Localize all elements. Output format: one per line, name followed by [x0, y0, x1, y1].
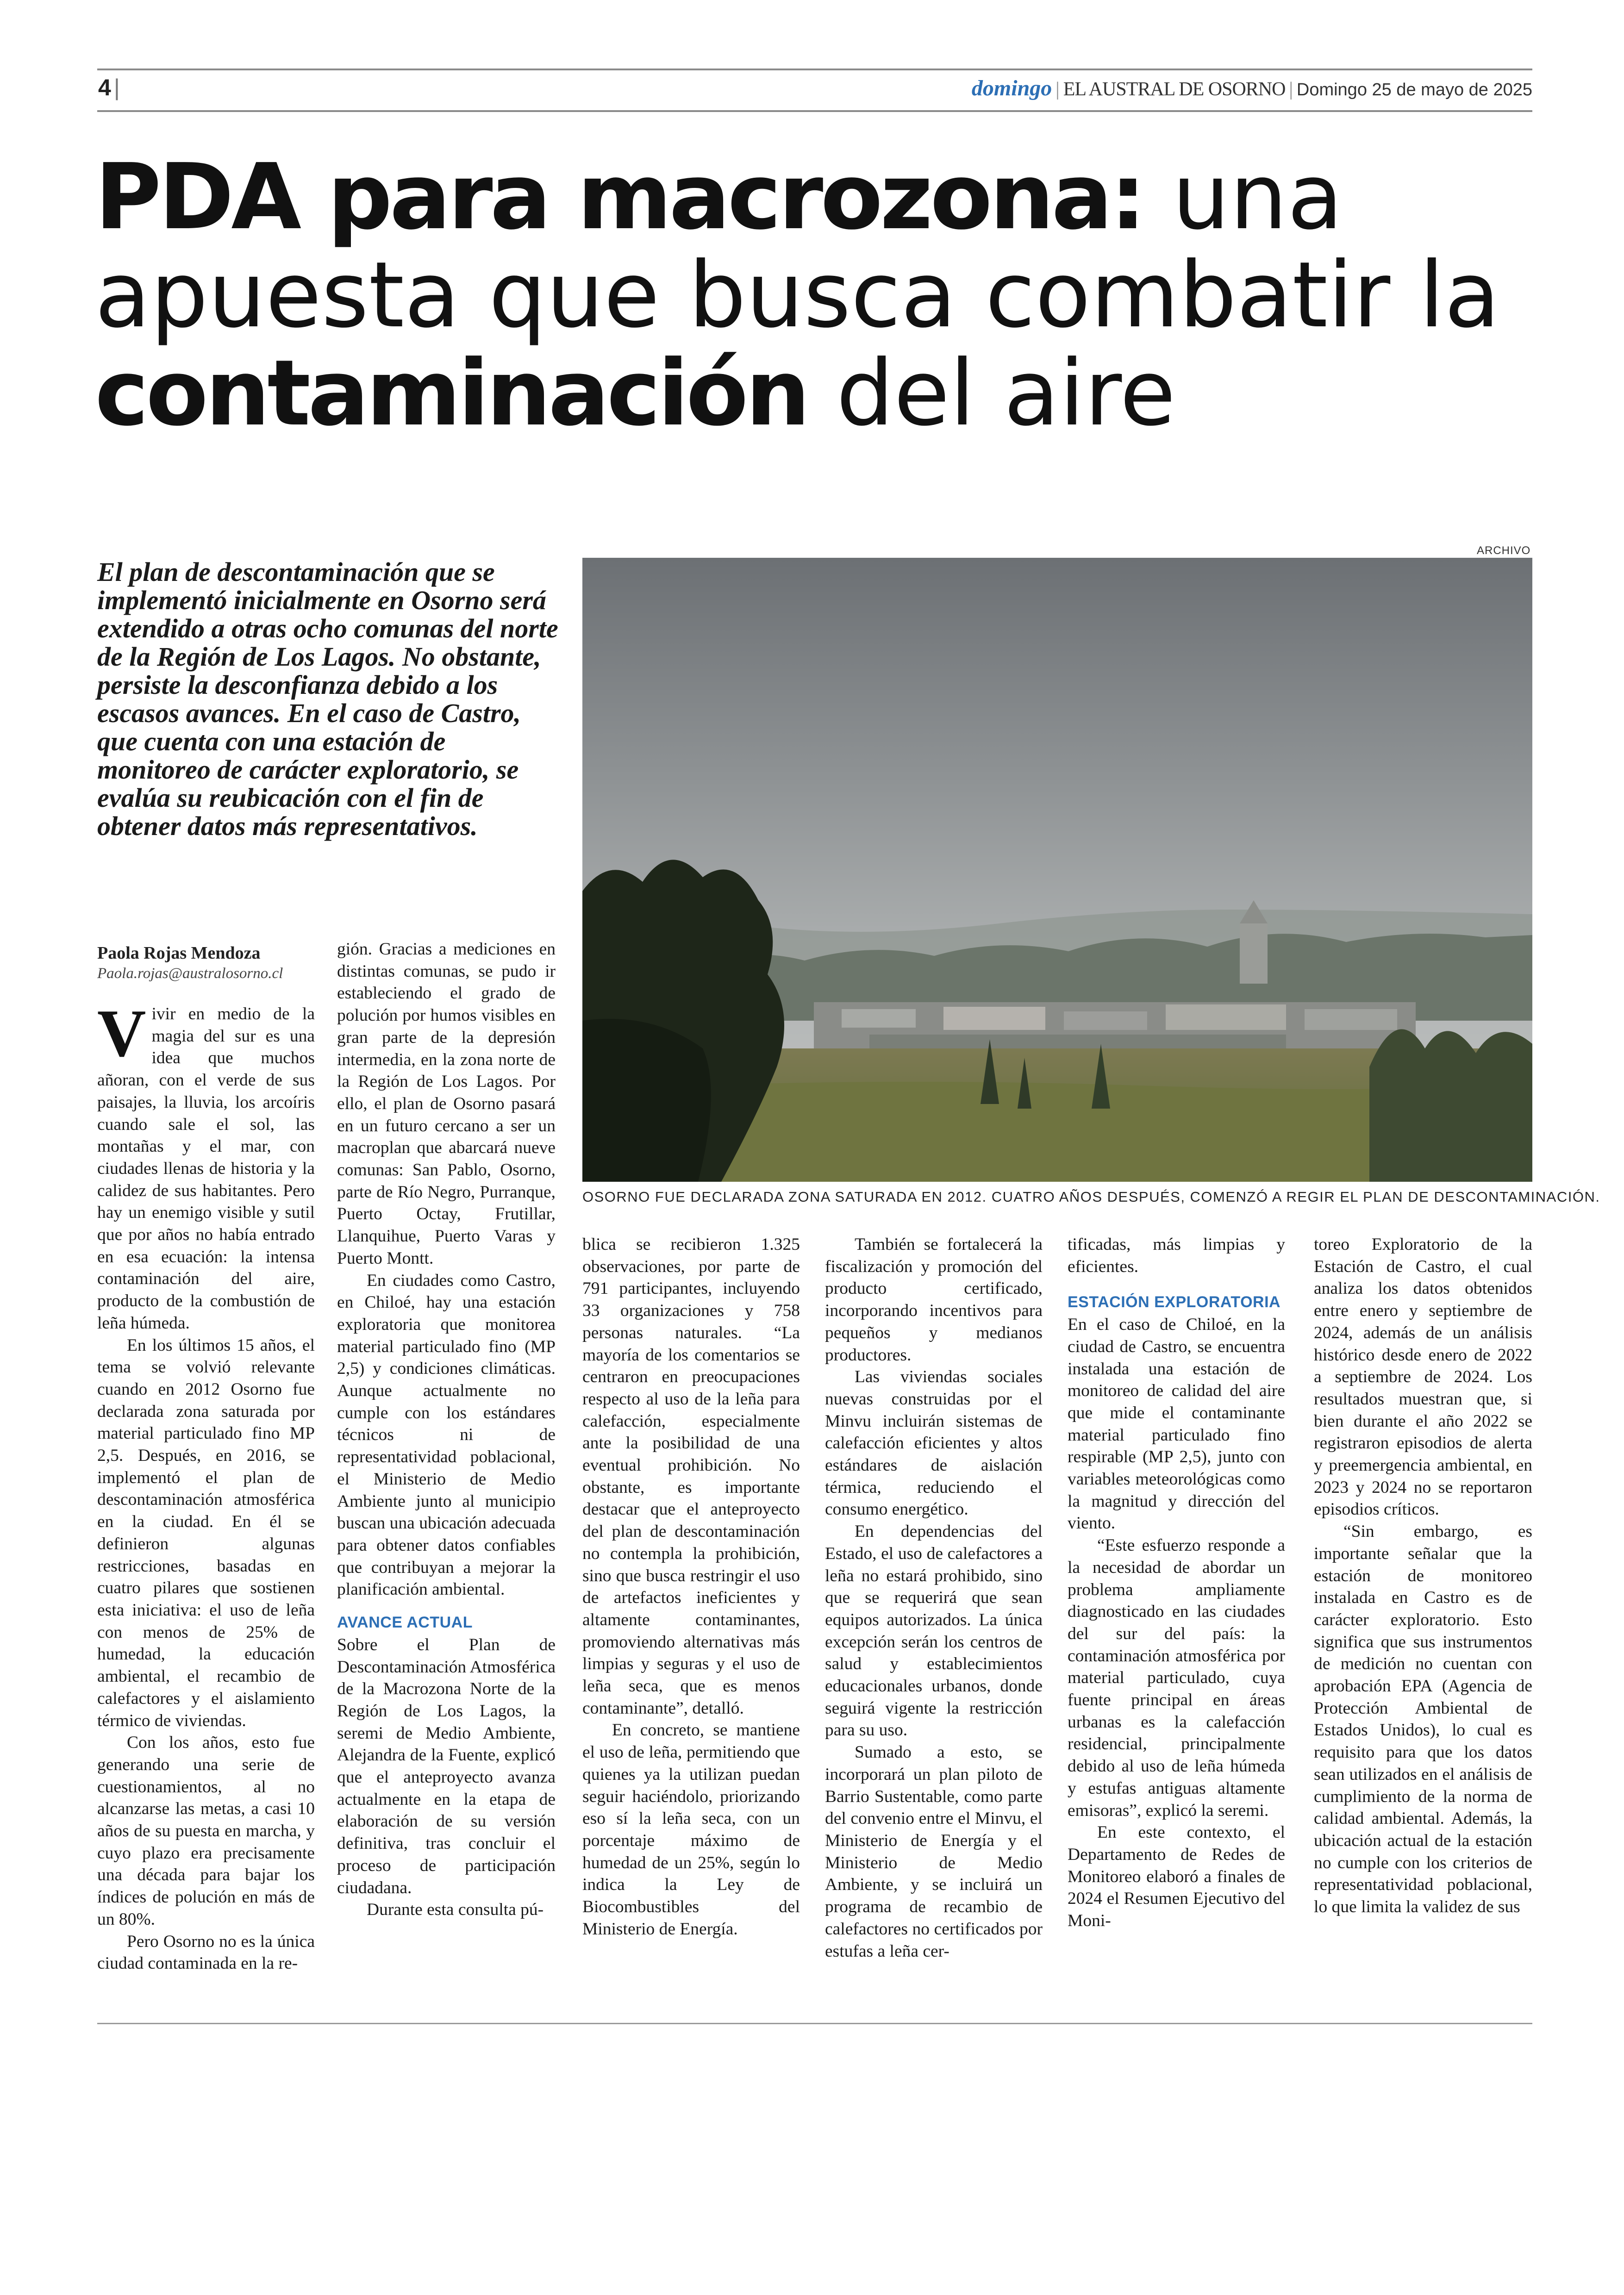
article-column-1 [97, 996, 315, 1975]
paragraph: También se fortalecerá la fiscalización y promoción del producto certificado, incorporando incentivos para pequeños y medianos productores. [825, 1235, 1043, 1365]
paragraph: gión. Gracias a mediciones en distintas comunas, se pudo ir estableciendo el grado de polución por humos visibles en gran parte de la depresión intermedia, en la zona norte de la Región de Los Lagos. Por ello, el plan de Osorno pasará en un futuro cercano a ser un macroplan que abarcará nueve comunas: San Pablo, Osorno, parte de Río Negro, Purranque, Puerto Octay, Frutillar, Llanquihue, Puerto Varas y Puerto Montt. [337, 940, 556, 1268]
paragraph: Sobre el Plan de Descontaminación Atmosférica de la Macrozona Norte de la Región de Los Lagos, la seremi de Medio Ambiente, Alejandra de la Fuente, explicó que el anteproyecto avanza actualmente en la etapa de elaboración de su versión definitiva, tras concluir el proceso de participación ciudadana. [337, 1635, 556, 1897]
drop-cap: V [97, 996, 146, 1071]
paragraph: En este contexto, el Departamento de Redes de Monitoreo elaboró a finales de 2024 el Resumen Ejecutivo del Moni- [1068, 1823, 1285, 1931]
article-photo [582, 558, 1532, 1182]
paragraph: Las viviendas sociales nuevas construidas por el Minvu incluirán sistemas de calefacción eficientes y altos estándares de aislación térmica, reduciendo el consumo energético. [825, 1367, 1043, 1519]
paragraph: En los últimos 15 años, el tema se volvió relevante cuando en 2012 Osorno fue declarada zona saturada por material particulado fino MP 2,5. Después, en 2016, se implementó el plan de descontaminación atmosférica en la ciudad. En él se definieron algunas restricciones, basadas en cuatro pilares que sostienen esta iniciativa: el uso de leña con menos de 25% de humedad, la educación ambiental, el recambio de calefactores y el aislamiento térmico de viviendas. [97, 1335, 315, 1730]
paragraph: En concreto, se mantiene el uso de leña, permitiendo que quienes ya la utilizan puedan seguir haciéndolo, priorizando eso sí la leña seca, con un porcentaje máximo de humedad de un 25%, según lo indica la Ley de Biocombustibles del Ministerio de Energía. [582, 1721, 800, 1939]
lead-paragraph: El plan de descontaminación que se implementó inicialmente en Osorno será extendido a otras ocho comunas del norte de la Región de Los Lagos. No obstante, persiste la desconfianza debido a los escasos avances. En el caso de Castro, que cuenta con una estación de monitoreo de carácter exploratorio, se evalúa su reubicación con el fin de obtener datos más representativos. [97, 557, 558, 841]
paragraph: En dependencias del Estado, el uso de calefactores a leña no estará prohibido, sino que se requerirá que sean equipos autorizados. La única excepción serán los centros de salud y establecimientos educacionales urbanos, donde seguirá vigente la restricción para su uso. [825, 1522, 1043, 1740]
article-column-5 [1068, 1234, 1285, 1932]
subheading-avance-actual: AVANCE ACTUAL [337, 1614, 473, 1632]
article-column-3 [582, 1234, 800, 1940]
section-name: domingo [971, 76, 1052, 100]
paragraph: tificadas, más limpias y eficientes. [1068, 1235, 1285, 1276]
footer-rule [97, 2023, 1532, 2024]
issue-date: Domingo 25 de mayo de 2025 [1296, 80, 1532, 100]
paragraph: En ciudades como Castro, en Chiloé, hay una estación exploratoria que monitorea material particulado fino (MP 2,5) y condiciones climáticas. Aunque actualmente no cumple con los estándares técnicos ni de representatividad poblacional, el Ministerio de Medio Ambiente junto al municipio buscan una ubicación adecuada para obtener datos confiables que contribuyan a mejorar la planificación ambiental. [337, 1271, 556, 1599]
page-number: 4 | [98, 75, 120, 100]
paragraph: “Sin embargo, es importante señalar que la estación de monitoreo instalada en Castro es de carácter exploratorio. Esto significa que sus instrumentos de medición no cuentan con aprobación EPA (Agencia de Protección Ambiental de Estados Unidos), lo cual es requisito para que los datos sean utilizados en el análisis de cumplimiento de la norma de calidad ambiental. Además, la ubicación actual de la estación no cumple con los criterios de representatividad poblacional, lo que limita la validez de sus [1314, 1522, 1532, 1917]
article-column-2 [337, 938, 556, 1921]
masthead: domingo | EL AUSTRAL DE OSORNO | Domingo 25 de mayo de 2025 [971, 76, 1532, 100]
headline: PDA para macrozona: una apuesta que busca combatir la contaminación del aire [95, 144, 1500, 446]
article-column-6 [1314, 1234, 1532, 1918]
author-email[interactable]: Paola.rojas@australosorno.cl [97, 965, 283, 982]
paragraph: Sumado a esto, se incorporará un plan piloto de Barrio Sustentable, como parte del convenio entre el Minvu, el Ministerio de Energía y el Ministerio de Medio Ambiente, y se incluirá un programa de recambio de calefactores no certificados por estufas a leña cer- [825, 1743, 1043, 1961]
author-name: Paola Rojas Mendoza [97, 943, 261, 963]
paragraph: Pero Osorno no es la única ciudad contaminada en la re- [97, 1932, 315, 1973]
header-rule-top [97, 69, 1532, 70]
paragraph: Con los años, esto fue generando una serie de cuestionamientos, al no alcanzarse las metas, a casi 10 años de su puesta en marcha, y cuyo plazo era precisamente una década para bajar los índices de polución en más de un 80%. [97, 1733, 315, 1929]
paragraph: toreo Exploratorio de la Estación de Castro, el cual analiza los datos obtenidos entre enero y septiembre de 2024, además de un análisis histórico desde enero de 2022 a septiembre de 2024. Los resultados muestran que, si bien durante el año 2022 se registraron episodios de alerta y preemergencia ambiental, en 2023 y 2024 no se reportaron episodios críticos. [1314, 1235, 1532, 1519]
newspaper-name: EL AUSTRAL DE OSORNO [1063, 79, 1286, 100]
header-rule-bottom [97, 110, 1532, 112]
photo-caption: OSORNO FUE DECLARADA ZONA SATURADA EN 2012. CUATRO AÑOS DESPUÉS, COMENZÓ A REGIR EL PLAN DE DESCONTAMINACIÓN. [582, 1189, 1600, 1205]
article-column-4 [825, 1234, 1043, 1962]
paragraph: “Este esfuerzo responde a la necesidad de abordar un problema ampliamente diagnosticado en las ciudades del sur del país: la contaminación atmosférica por material particulado, cuya fuente principal en áreas urbanas es la calefacción residencial, principalmente debido al uso de leña húmeda y estufas antiguas altamente emisoras”, explicó la seremi. [1068, 1536, 1285, 1820]
paragraph: blica se recibieron 1.325 observaciones, por parte de 791 participantes, incluyendo 33 organizaciones y 758 personas naturales. “La mayoría de los comentarios se centraron en preocupaciones respecto al uso de la leña para calefacción, especialmente ante la posibilidad de una eventual prohibición. No obstante, es importante destacar que el anteproyecto del plan de descontaminación no contempla la prohibición, sino que busca restringir el uso de artefactos ineficientes y altamente contaminantes, promoviendo alternativas más limpias y seguras y el uso de leña seca, que es menos contaminante”, detalló. [582, 1235, 800, 1718]
paragraph: Vivir en medio de la magia del sur es una idea que muchos añoran, con el verde de sus paisajes, la lluvia, los arcoíris cuando sale el sol, las montañas y el mar, con ciudades llenas de historia y la calidez de sus habitantes. Pero hay un enemigo visible y sutil que por años no había entrado en esa ecuación: la intensa contaminación del aire, producto de la combustión de leña húmeda. [97, 996, 315, 1333]
paragraph: Durante esta consulta pú- [367, 1900, 544, 1920]
paragraph: En el caso de Chiloé, en la ciudad de Castro, se encuentra instalada una estación de monitoreo de calidad del aire que mide el contaminante material particulado fino respirable (MP 2,5), junto con variables meteorológicas como la magnitud y dirección del viento. [1068, 1315, 1285, 1533]
subheading-estacion-exploratoria: ESTACIÓN EXPLORATORIA [1068, 1293, 1281, 1311]
photo-credit: ARCHIVO [1477, 544, 1531, 557]
